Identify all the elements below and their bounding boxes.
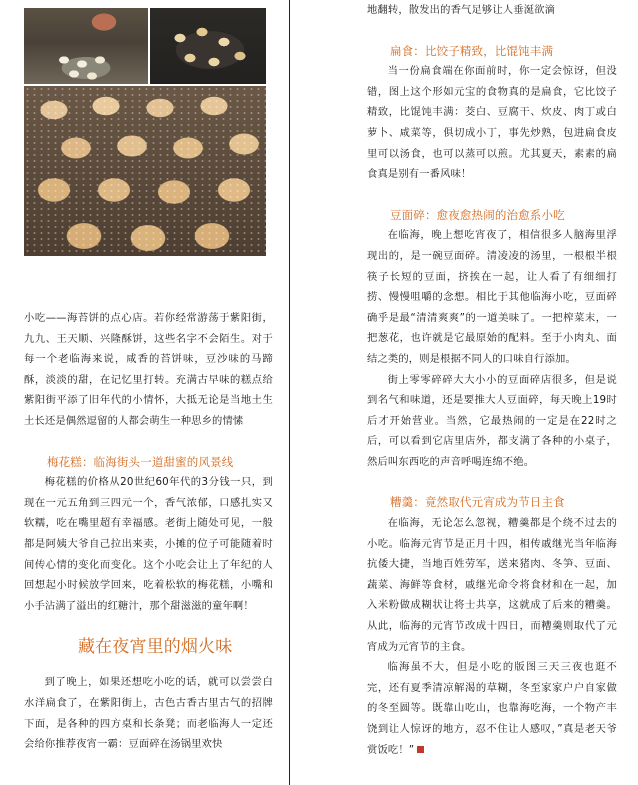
left-column: [24, 308, 273, 755]
right-column: [367, 0, 617, 760]
bianshi-paragraph: 当一份扁食端在你面前时，你一定会惊讶，但没错，图上这个形如元宝的食物真的是扁食，它比饺子精致，比馄饨丰满：茭白、豆腐干、炊皮、肉丁或白萝卜、咸菜等，俱切成小丁，事先炒熟，包进扁食皮里可以汤食，也可以蒸可以煎。尤其夏天，素素的扁食真是别有一番风味！: [367, 65, 617, 181]
zaogeng-paragraph-1: 在临海，无论怎么忽视，糟羹都是个绕不过去的小吃。临海元宵节是正月十四，相传戚继光当年临海抗倭大捷，当地百姓劳军，送来猪肉、冬笋、豆面、蔬菜、海鲜等食材，戚继光命令将食材和在一起，加入米粉做成糊状让将士共享，这就成了后来的糟羹。从此，临海的元宵节改成十四日，而糟羹则取代了元宵成为元宵节的主食。: [367, 517, 617, 653]
doumian-paragraph-2: 街上零零碎碎大大小小的豆面碎店很多，但是说到名气和味道，还是要推大人豆面碎，每天晚上19时后才开始营业。当然，它最热闹的一定是在22时之后，可以看到它店里店外，都支满了各种的小桌子，然后叫东西吃的声音呼喝连绵不绝。: [367, 373, 617, 468]
night-snack-heading: 藏在夜宵里的烟火味: [78, 637, 233, 658]
bianshi-heading: 扁食：比饺子精致，比馄饨丰满: [390, 43, 554, 58]
continuation-paragraph: 地翻转，散发出的香气足够让人垂涎欲滴: [367, 4, 556, 16]
doumian-paragraph-1: 在临海，晚上想吃宵夜了，相信很多人脑海里浮现出的，是一碗豆面碎。清凌凌的汤里，一根根半根筷子长短的豆面，挤挨在一起，让人看了有细细打捞、慢慢咀嚼的念想。相比于其他临海小吃，豆面碎确乎是最“清清爽爽”的一道美味了。一把榨菜末，一把葱花，也许就是它最原始的配料。至于小肉丸、面结之类的，则是根据不同人的口味自行添加。: [367, 229, 617, 365]
zaogeng-paragraph-2-text: 临海虽不大，但是小吃的版图三天三夜也逛不完，还有夏季清凉解渴的草糊，冬至家家户户自家做的冬至圆等。既靠山吃山，也靠海吃海，一个物产丰饶到让人惊讶的地方，忍不住让人感叹，”真是老天爷赏饭吃！”: [367, 661, 617, 756]
fried-snack-photo: [150, 8, 266, 84]
bakery-photo: [24, 8, 148, 84]
zaogeng-paragraph-2: [367, 657, 617, 760]
zaogeng-heading: 糟羹：竟然取代元宵成为节日主食: [390, 495, 565, 510]
meihuagao-paragraph: 梅花糕的价格从20世纪60年代的3分钱一只，到现在一元五角到三四元一个，香气浓郁，口感扎实又软糯，吃在嘴里超有幸福感。老街上随处可见，一般都是阿姨大爷自己拉出来卖，小摊的位子可能随着时间传心情的变化而变化。这个小吃会让上了年纪的人回想起小时候放学回来，吃着松软的梅花糕，小嘴和小手沾满了溢出的红糖汁，那个甜滋滋的童年啊！: [24, 476, 273, 612]
meihuagao-heading: 梅花糕：临海街头一道甜蜜的风景线: [47, 454, 234, 469]
sesame-cakes-photo: [24, 86, 266, 256]
intro-paragraph: 小吃——海苔饼的点心店。若你经常游荡于紫阳街，九九、王天顺、兴隆酥饼，这些名字不会陌生。对于每一个老临海来说，咸香的苔饼味，豆沙味的马蹄酥，淡淡的甜，在记忆里打转。充满古早味的糕点给紫阳街平添了旧年代的小情怀，大抵无论是当地土生土长还是偶然逗留的人都会萌生一种思乡的情愫: [24, 312, 273, 427]
night-snack-paragraph: 到了晚上，如果还想吃小吃的话，就可以尝尝白水洋扁食了，在紫阳街上，古色古香古里古气的招牌下面，是各种的四方桌和长条凳；而老临海人一定还会给你推荐夜宵一霸：豆面碎在汤锅里欢快: [24, 676, 273, 751]
doumian-heading: 豆面碎：愈夜愈热闹的治愈系小吃: [390, 207, 565, 222]
article-end-icon: [417, 746, 424, 753]
column-divider: [289, 0, 290, 785]
